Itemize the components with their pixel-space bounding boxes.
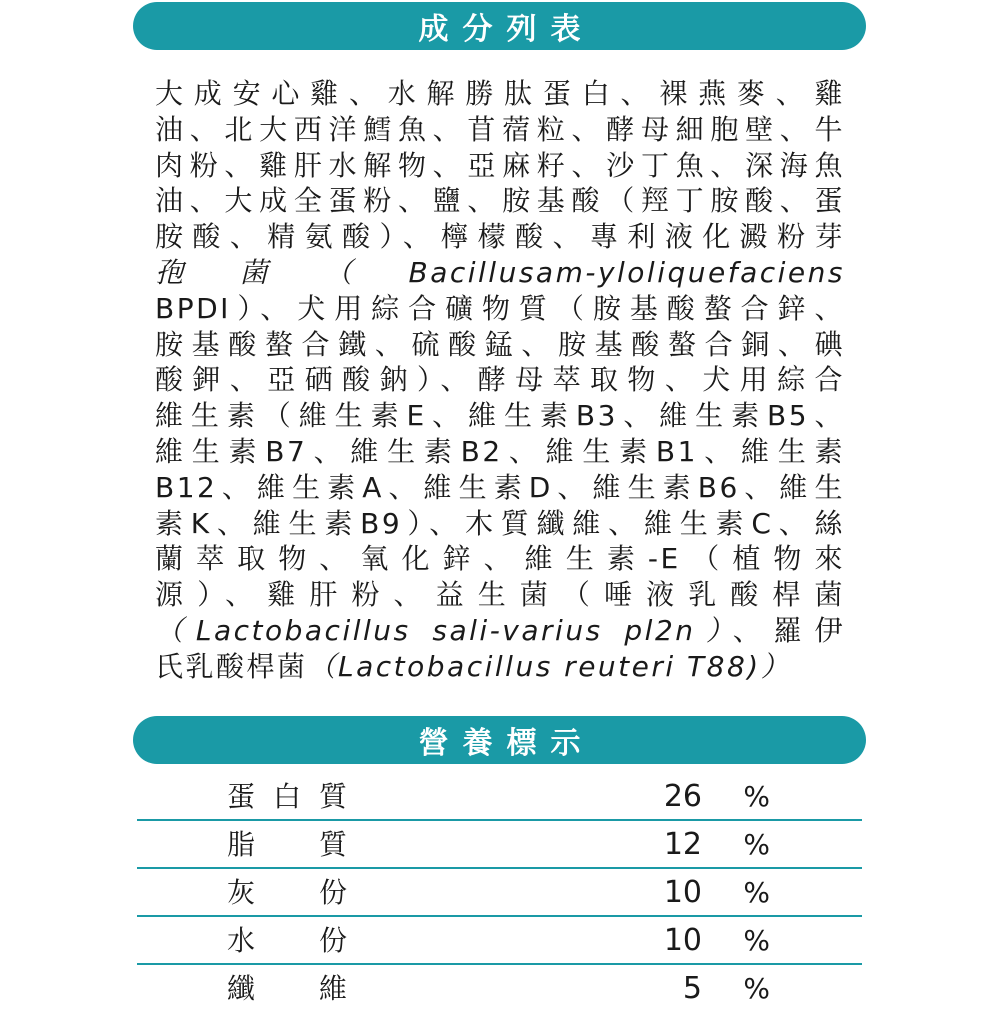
nutrition-title: 營養標示: [418, 726, 595, 761]
ingredient-line: （Lactobacillus sali-varius pl2n）、羅伊: [155, 613, 845, 647]
nutrient-unit: %: [743, 972, 770, 1005]
table-row: [137, 917, 862, 965]
ingredient-line: 氏乳酸桿菌（Lactobacillus reuteri T88)）: [155, 649, 792, 683]
ingredient-line: 維生素（維生素E、維生素B3、維生素B5、: [155, 399, 845, 433]
ingredients-title: 成分列表: [418, 12, 595, 47]
table-row: [137, 869, 862, 917]
nutrient-unit: %: [743, 828, 770, 861]
nutrition-table: [137, 773, 862, 1011]
nutrition-header: [133, 716, 866, 764]
nutrient-label: 灰份: [227, 876, 347, 909]
ingredient-line: 大成安心雞、水解勝肽蛋白、裸燕麥、雞: [155, 77, 845, 110]
table-row: [137, 773, 862, 821]
ingredient-line: 酸鉀、亞硒酸鈉）、酵母萃取物、犬用綜合: [155, 363, 845, 397]
ingredient-line: 油、北大西洋鱈魚、苜蓿粒、酵母細胞壁、牛: [155, 112, 845, 146]
ingredient-line: 肉粉、雞肝水解物、亞麻籽、沙丁魚、深海魚: [155, 148, 845, 182]
ingredient-line: 胺基酸螯合鐵、硫酸錳、胺基酸螯合銅、碘: [155, 327, 845, 361]
nutrient-unit: %: [743, 924, 770, 957]
nutrient-value: 12: [663, 827, 702, 862]
ingredient-line: 胺酸、精氨酸）、檸檬酸、專利液化澱粉芽: [155, 220, 845, 254]
ingredient-line: 素K、維生素B9）、木質纖維、維生素C、絲: [155, 506, 845, 540]
nutrient-label: 蛋白質: [227, 780, 347, 813]
nutrient-label: 纖維: [227, 972, 347, 1005]
nutrient-value: 10: [663, 923, 702, 958]
ingredient-line: 油、大成全蛋粉、鹽、胺基酸（羥丁胺酸、蛋: [155, 184, 845, 218]
ingredient-line: B12、維生素A、維生素D、維生素B6、維生: [155, 470, 845, 504]
table-row: [137, 821, 862, 869]
ingredient-line: BPDI）、犬用綜合礦物質（胺基酸螯合鋅、: [155, 291, 845, 325]
ingredient-line: 維生素B7、維生素B2、維生素B1、維生素: [155, 434, 845, 468]
ingredient-line: 蘭萃取物、氧化鋅、維生素-E（植物來: [155, 542, 845, 576]
ingredient-line: 源）、雞肝粉、益生菌（唾液乳酸桿菌: [155, 578, 845, 612]
nutrient-unit: %: [743, 780, 770, 813]
nutrient-label: 水份: [227, 924, 347, 957]
ingredients-header: [133, 2, 866, 50]
table-row: [137, 965, 862, 1011]
ingredient-line: 孢菌（Bacillusam-yloliquefaciens: [155, 255, 845, 289]
ingredients-list: [155, 76, 845, 685]
nutrient-value: 5: [682, 971, 702, 1006]
nutrient-unit: %: [743, 876, 770, 909]
nutrient-label: 脂質: [227, 828, 347, 861]
nutrient-value: 26: [663, 779, 702, 814]
nutrient-value: 10: [663, 875, 702, 910]
